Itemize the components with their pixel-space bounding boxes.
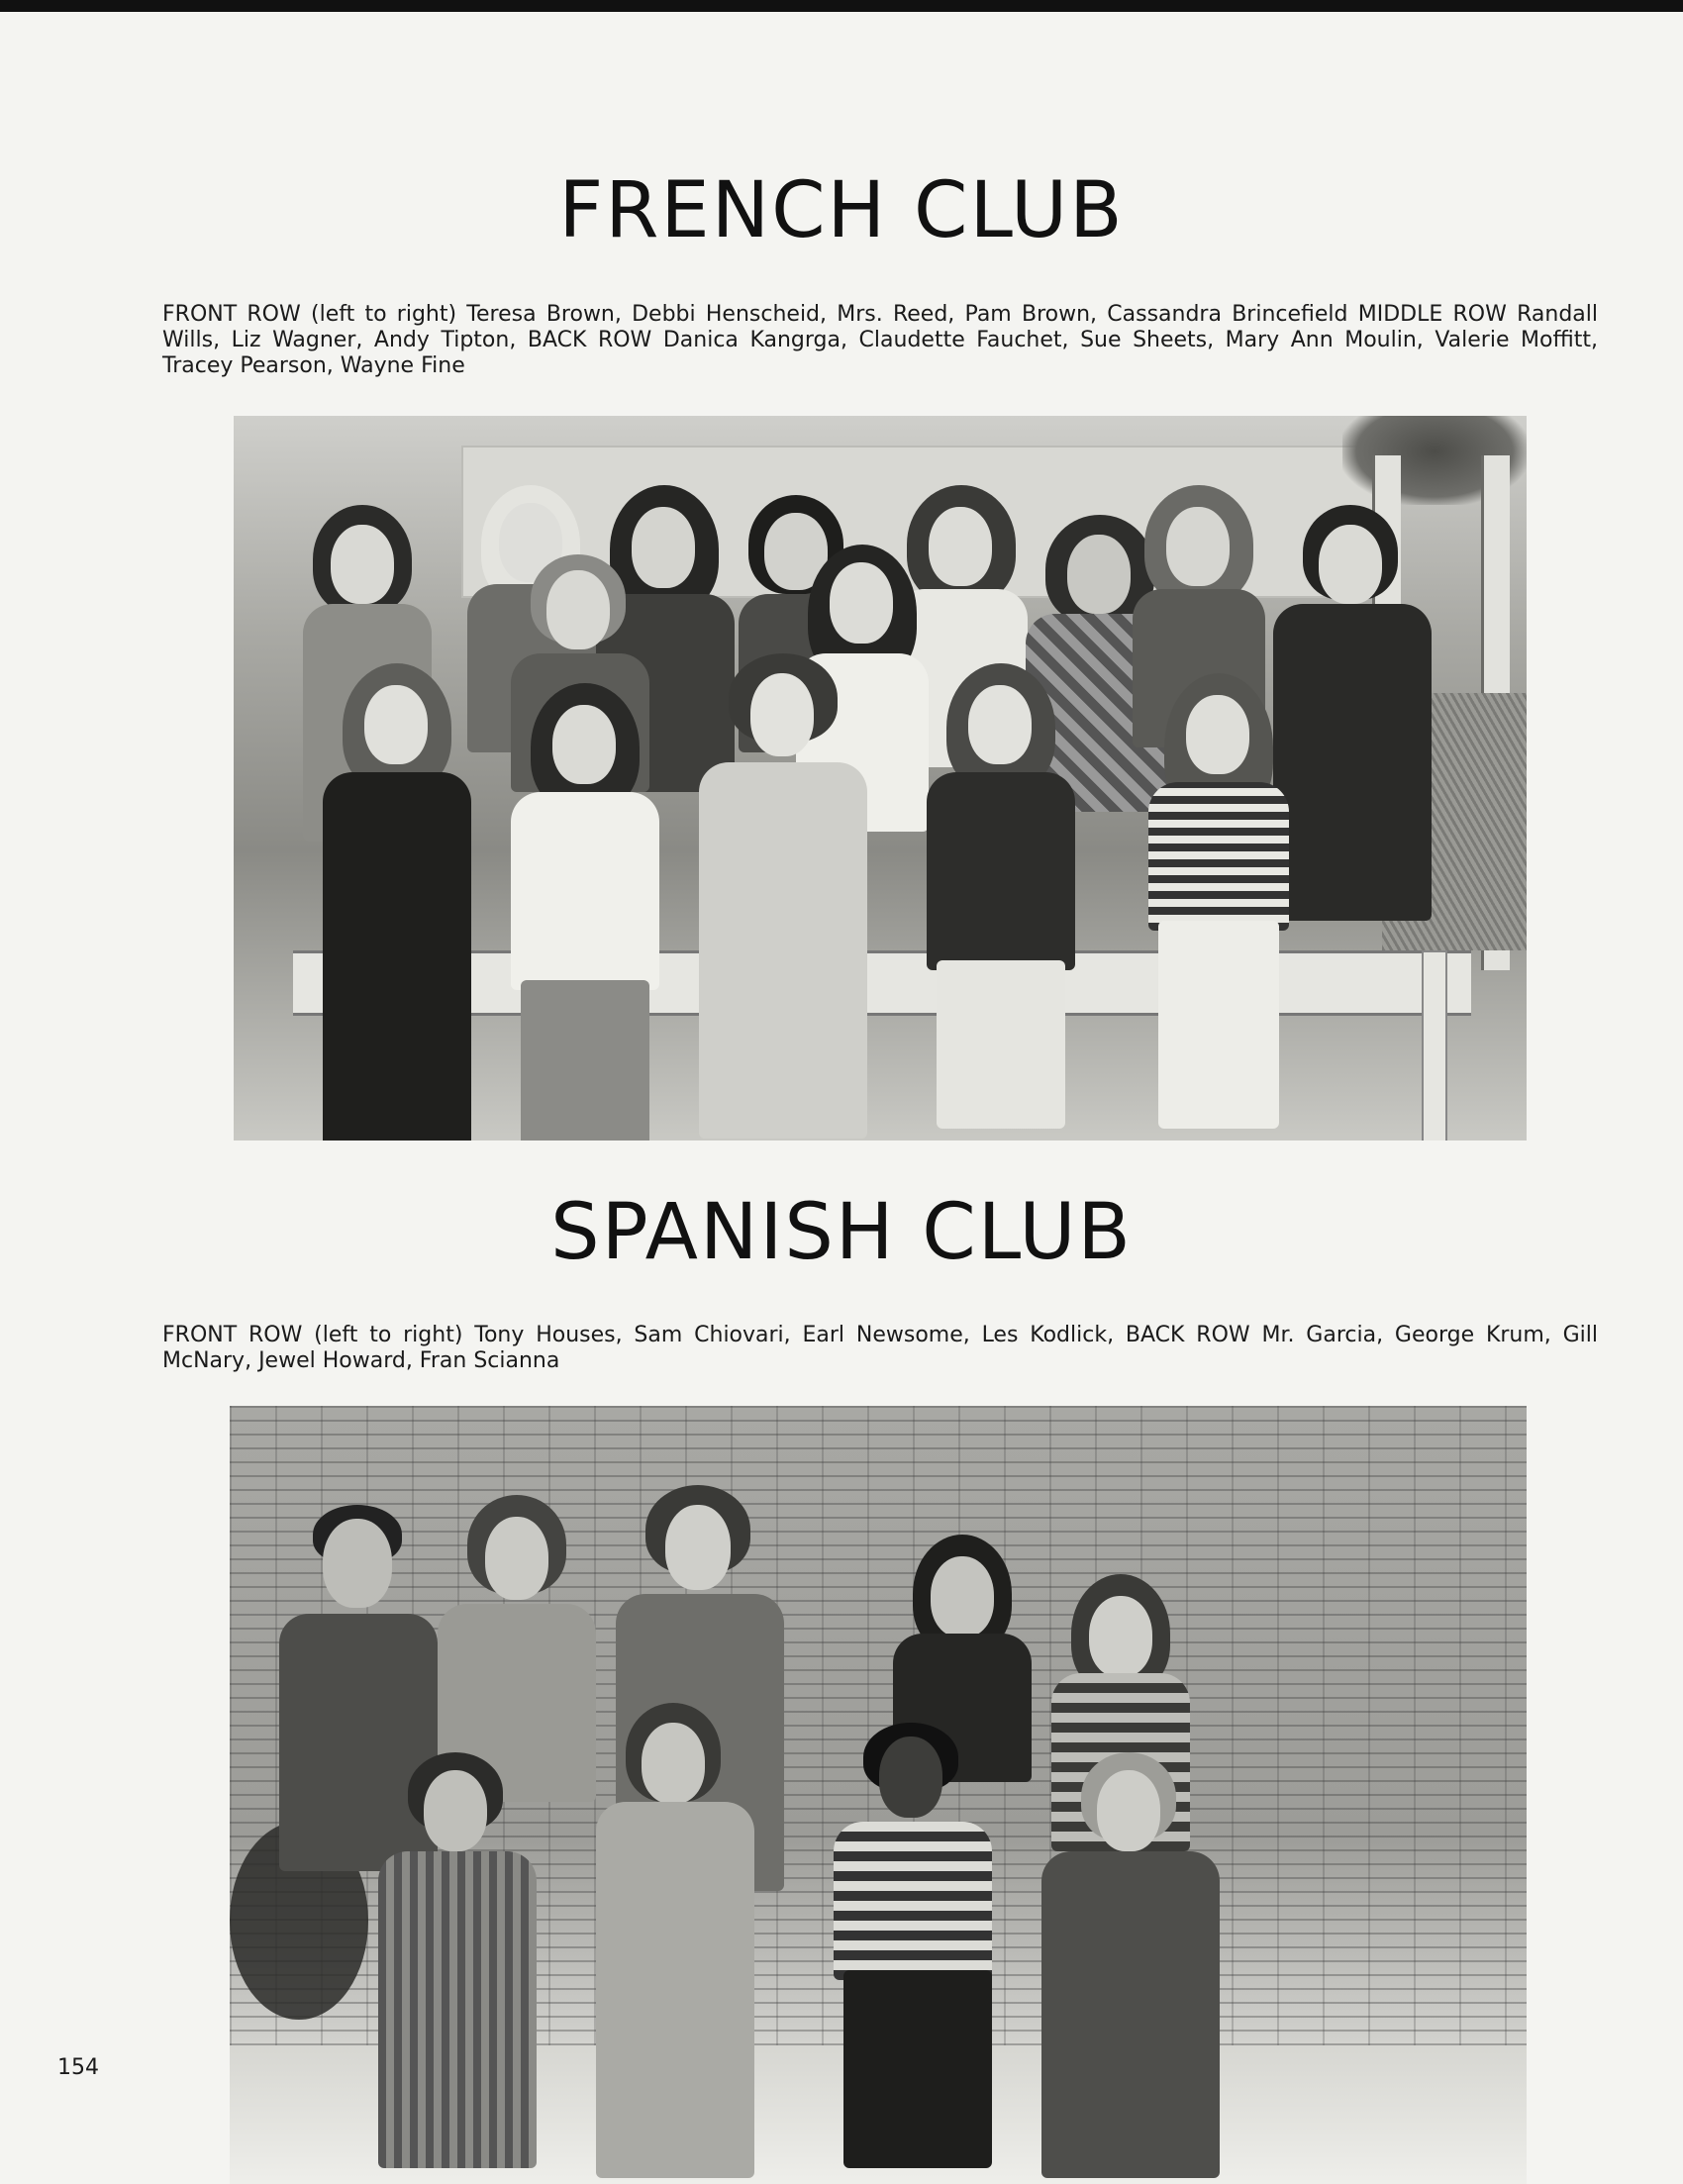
french-club-caption: FRONT ROW (left to right) Teresa Brown, Debbi Henscheid, Mrs. Reed, Pam Brown, Cassandra Brincefield MIDDLE ROW Randall Wills, Liz Wagner, Andy Tipton, BACK ROW Danica Kangrga, Claudette Fauchet, Sue Sheets, Mary Ann Moulin, Valerie Moffitt, Tracey Pearson, Wayne Fine xyxy=(162,302,1598,378)
page-top-edge xyxy=(0,0,1683,12)
spanish-club-group-photo xyxy=(230,1406,1527,2184)
french-club-group-photo xyxy=(234,416,1527,1141)
bench-leg xyxy=(1422,950,1447,1141)
spanish-club-title: SPANISH CLUB xyxy=(550,1188,1133,1277)
french-club-title: FRENCH CLUB xyxy=(558,166,1125,255)
spanish-club-caption: FRONT ROW (left to right) Tony Houses, Sam Chiovari, Earl Newsome, Les Kodlick, BACK ROW Mr. Garcia, George Krum, Gill McNary, Jewel Howard, Fran Scianna xyxy=(162,1323,1598,1373)
page-number: 154 xyxy=(57,2055,99,2080)
